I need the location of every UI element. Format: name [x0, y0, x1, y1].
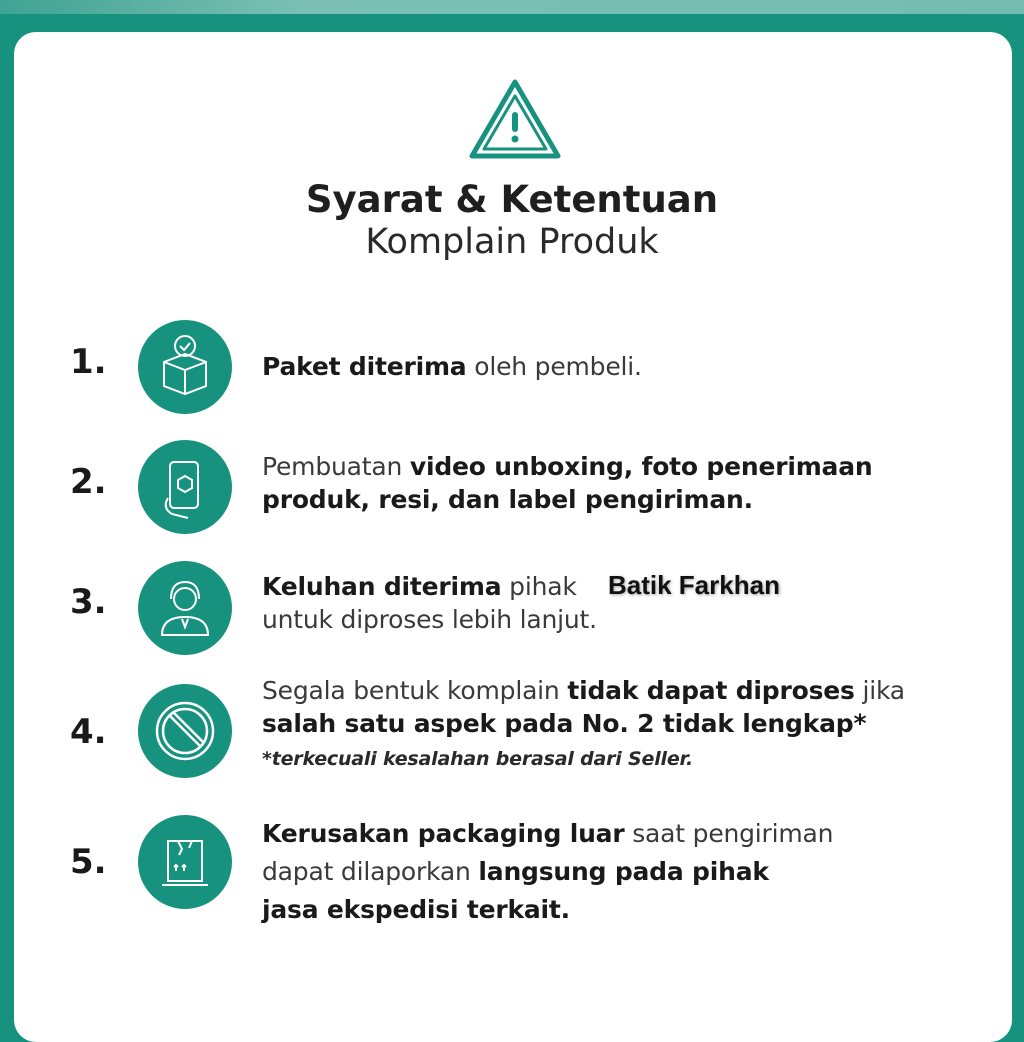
item-number: 4. [70, 712, 107, 752]
item-number: 1. [70, 342, 107, 382]
page-subtitle: Komplain Produk [365, 222, 659, 262]
warning-icon [468, 78, 562, 160]
prohibited-icon [138, 684, 232, 778]
package-check-icon [138, 320, 232, 414]
item-text: Kerusakan packaging luar saat pengiriman dapat dilaporkan langsung pada pihak jasa ekspedisi terkait. [262, 819, 834, 924]
footnote: *terkecuali kesalahan berasal dari Seller. [262, 748, 693, 770]
page-title: Syarat & Ketentuan [305, 178, 719, 221]
customer-service-icon [138, 561, 232, 655]
item-number: 5. [70, 842, 107, 882]
top-bar [0, 0, 1024, 14]
item-text: Paket diterima oleh pembeli. [262, 352, 642, 381]
item-text: Segala bentuk komplain tidak dapat diproses jika salah satu aspek pada No. 2 tidak lengkap* *terkecuali kesalahan berasal dari Seller. [262, 676, 905, 770]
item-number: 2. [70, 462, 107, 502]
item-text: Keluhan diterima pihak untuk diproses lebih lanjut. [262, 572, 597, 634]
store-name-overlay: Batik Farkhan [604, 570, 784, 601]
item-text: Pembuatan video unboxing, foto penerimaan produk, resi, dan label pengiriman. [262, 452, 873, 514]
item-number: 3. [70, 582, 107, 622]
phone-video-icon [138, 440, 232, 534]
damaged-package-icon [138, 815, 232, 909]
